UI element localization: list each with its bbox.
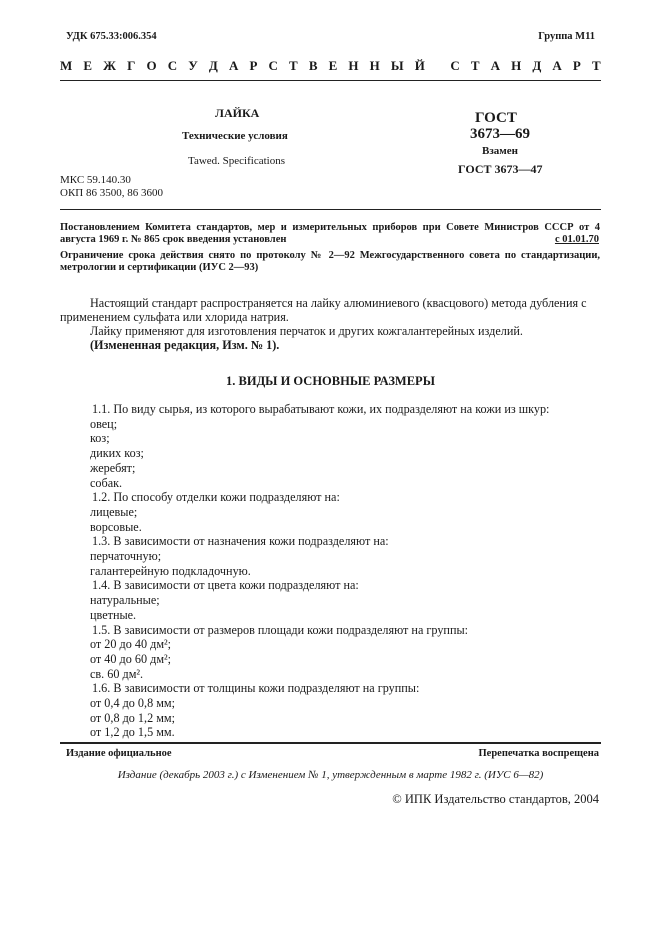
edition-note: Издание (декабрь 2003 г.) с Изменением № 1, утвержденным в марте 1982 г. (ИУС 6—82)	[117, 769, 544, 781]
list-item: от 40 до 60 дм²;	[90, 651, 172, 666]
banner-letter: А	[552, 58, 562, 73]
reprint-prohibited-label: Перепечатка воспрещена	[478, 748, 599, 759]
banner-letter: Е	[328, 58, 338, 73]
standard-subtitle: Технические условия	[182, 130, 288, 142]
banner-letter: Д	[208, 58, 218, 73]
banner-letter: С	[268, 58, 278, 73]
banner-letter: Н	[511, 58, 522, 73]
banner-letter: В	[308, 58, 318, 73]
replaced-gost: ГОСТ 3673—47	[458, 162, 543, 176]
limit-text: Ограничение срока действия снято по протоколу № 2—92 Межгосударственного совета по стандартизации, метрологии и сертификации (ИУС 2—93)	[60, 250, 600, 273]
list-item: 1.5. В зависимости от размеров площади кожи подразделяют на группы:	[92, 622, 469, 637]
list-item: от 0,4 до 0,8 мм;	[90, 696, 176, 711]
list-item: цветные.	[90, 607, 137, 622]
section-heading: 1. ВИДЫ И ОСНОВНЫЕ РАЗМЕРЫ	[226, 374, 435, 388]
replaces-label: Взамен	[482, 145, 518, 157]
okp-code: ОКП 86 3500, 86 3600	[60, 187, 163, 199]
list-item: от 0,8 до 1,2 мм;	[90, 710, 176, 725]
list-item: коз;	[90, 431, 110, 446]
banner-gap	[436, 58, 439, 74]
banner-letter: Р	[572, 58, 581, 73]
classification-codes	[60, 174, 163, 200]
divider	[60, 209, 601, 210]
banner-letter: А	[490, 58, 500, 73]
banner-letter: А	[228, 58, 239, 73]
gost-number: 3673—69	[470, 126, 530, 142]
banner-letter: Т	[470, 58, 480, 73]
banner-letter: Н	[348, 58, 359, 73]
list-item: натуральные;	[90, 593, 160, 608]
copyright: © ИПК Издательство стандартов, 2004	[392, 792, 599, 806]
list-item: св. 60 дм².	[90, 666, 144, 681]
banner-letter: С	[450, 58, 460, 73]
amendment-note: (Измененная редакция, Изм. № 1).	[90, 338, 280, 352]
list-item: жеребят;	[90, 460, 136, 475]
udk-code: УДК 675.33:006.354	[66, 31, 157, 42]
mks-code: МКС 59.140.30	[60, 174, 131, 186]
group-code: Группа М11	[538, 31, 595, 42]
list-item: галантерейную подкладочную.	[90, 563, 251, 578]
list-item: 1.1. По виду сырья, из которого вырабатывают кожи, их подразделяют на кожи из шкур:	[92, 402, 550, 416]
banner-letter: У	[188, 58, 198, 73]
interstate-standard-banner	[60, 58, 601, 81]
banner-letter: Д	[532, 58, 542, 73]
banner-letter: Г	[127, 58, 136, 73]
banner-letter: О	[146, 58, 157, 73]
gost-label: ГОСТ	[475, 110, 517, 126]
list-item: от 1,2 до 1,5 мм.	[90, 725, 175, 740]
list-item: диких коз;	[90, 446, 144, 461]
list-item: 1.6. В зависимости от толщины кожи подразделяют на группы:	[92, 681, 420, 696]
list-item: собак.	[90, 475, 123, 490]
decree-text: Постановлением Комитета стандартов, мер и измерительных приборов при Совете Министров СССР от 4 августа 1969 г. № 865 срок введения установлен	[60, 222, 600, 245]
list-item: ворсовые.	[90, 519, 142, 534]
banner-letter: Н	[369, 58, 380, 73]
list-item: лицевые;	[90, 504, 138, 519]
banner-letter: Т	[591, 58, 601, 73]
effective-date: с 01.01.70	[554, 234, 599, 245]
list-item: перчаточную;	[90, 549, 162, 564]
list-item: 1.2. По способу отделки кожи подразделяют на:	[92, 490, 340, 505]
list-item: от 20 до 40 дм²;	[90, 637, 172, 652]
banner-letter: Р	[249, 58, 258, 73]
intro-paragraph: Настоящий стандарт распространяется на лайку алюминиевого (квасцового) метода дубления с применением сульфата или хлорида натрия.	[60, 296, 587, 324]
banner-letter: Т	[289, 58, 298, 73]
banner-letter: М	[60, 58, 73, 73]
banner-letter: Ж	[103, 58, 117, 73]
banner-letter: Е	[83, 58, 93, 73]
banner-letter: Й	[414, 58, 425, 73]
section-content	[92, 402, 549, 740]
list-item: 1.4. В зависимости от цвета кожи подразделяют на:	[92, 578, 359, 593]
standard-title: ЛАЙКА	[215, 106, 260, 120]
list-item: овец;	[90, 416, 118, 431]
banner-letter: С	[167, 58, 178, 73]
list-item: 1.3. В зависимости от назначения кожи подразделяют на:	[92, 534, 389, 549]
intro-paragraph: Лайку применяют для изготовления перчаток и других кожгалантерейных изделий.	[90, 324, 523, 338]
footer-divider	[60, 742, 601, 744]
banner-letter: Ы	[390, 58, 404, 73]
introduction	[60, 296, 602, 352]
official-edition-label: Издание официальное	[66, 748, 172, 759]
english-title: Tawed. Specifications	[188, 155, 285, 167]
